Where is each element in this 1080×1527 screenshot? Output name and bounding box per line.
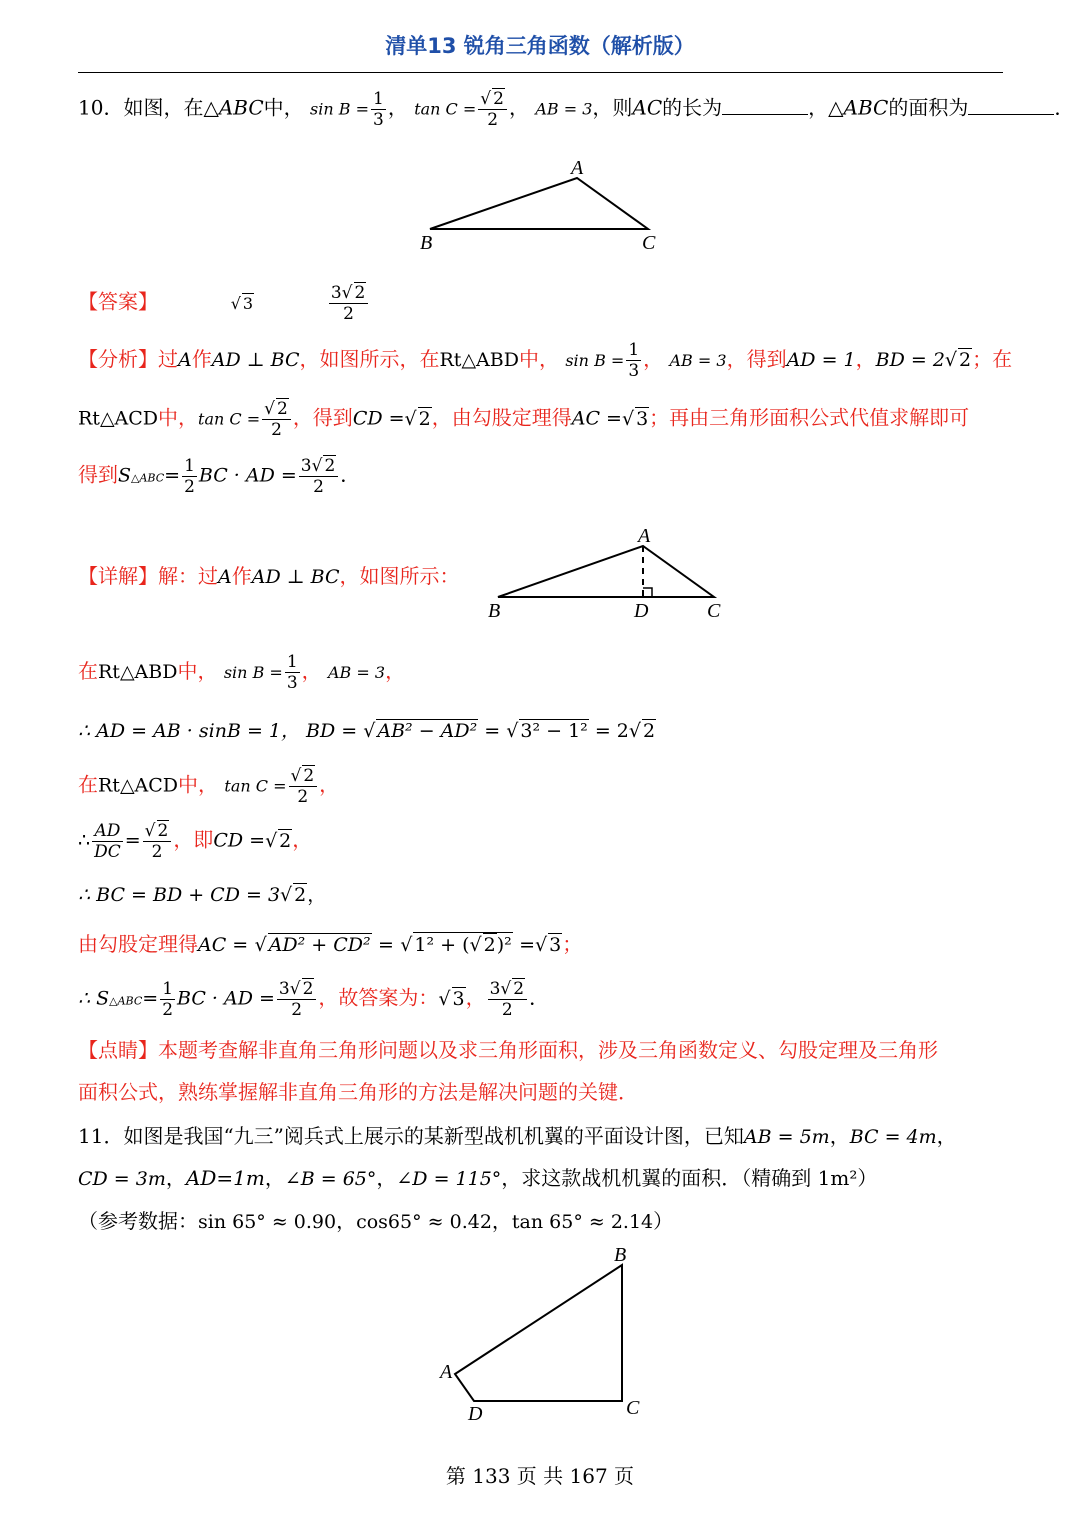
- detail-step-4: ∴ $\frac{AD}{DC}$ = $\frac{√ 2}{2}$ ，即CD =√ 2，: [78, 820, 313, 862]
- answer-block: [78, 282, 370, 324]
- comment-line-2: 面积公式，熟练掌握解非直角三角形的方法是解决问题的关键．: [78, 1080, 638, 1104]
- detail-step-7: ∴ S△ABC= $\frac{1}{2}$ BC · AD = $\frac{3√ 2}{2}$ ，故答案为：√ 3， $\frac{3√ 2}{2}$ ．: [78, 978, 550, 1020]
- page-title: 清单13 锐角三角函数（解析版）: [385, 34, 695, 58]
- q10-tanC: tan C =: [414, 99, 477, 119]
- triangle-figure-1: [420, 157, 656, 254]
- fig1-label-B: B: [420, 232, 433, 254]
- comment-line-1: 【点睛】本题考查解非直角三角形问题以及求三角形面积，涉及三角函数定义、勾股定理及三角形: [78, 1038, 938, 1062]
- q10-AB: AB = 3: [535, 99, 593, 119]
- fig3-label-A: A: [440, 1361, 453, 1383]
- answer-tag: 【答案】: [78, 289, 158, 314]
- fig1-label-C: C: [642, 232, 656, 254]
- analysis-line-1: 【分析】过A作AD ⊥ BC，如图所示，在Rt△ABD中， sin B = $\frac{1}{3}$ ， AB = 3，得到AD = 1，BD = 2√ 2；在: [78, 340, 1013, 381]
- comment-tag: 【点睛】: [78, 1038, 158, 1062]
- analysis-tag: 【分析】: [78, 347, 158, 371]
- answer-1: √ 3: [230, 293, 254, 313]
- q10-tanC-frac: $\frac{√ 2}{2}$: [478, 88, 507, 130]
- q10-sinB: sin B =: [310, 99, 369, 119]
- analysis-line-3: 得到S△ABC= $\frac{1}{2}$ BC · AD = $\frac{3√ 2}{2}$ ．: [78, 455, 361, 497]
- question-11-line-2: CD = 3m，AD=1m，∠B = 65°，∠D = 115°，求这款战机机翼的面积．（精确到 1m²）: [78, 1166, 878, 1190]
- triangle-figure-2: [488, 525, 721, 622]
- question-11-line-3: （参考数据：sin 65° ≈ 0.90，cos65° ≈ 0.42，tan 65° ≈ 2.14）: [78, 1209, 674, 1233]
- fig2-label-D: D: [634, 600, 649, 622]
- analysis-line-2: Rt△ACD中，tan C = $\frac{√ 2}{2}$ ，得到CD =√ 2，由勾股定理得AC =√ 3；再由三角形面积公式代值求解即可: [78, 399, 970, 440]
- fig2-label-B: B: [488, 600, 501, 622]
- answer-2: $\frac{3√ 2}{2}$: [329, 282, 369, 324]
- question-11-line-1: 11．如图是我国“九三”阅兵式上展示的某新型战机机翼的平面设计图，已知AB = 5m，BC = 4m，: [78, 1124, 957, 1148]
- fig3-label-C: C: [626, 1397, 640, 1419]
- fig2-label-C: C: [707, 600, 721, 622]
- detail-intro: 【详解】解：过A作AD ⊥ BC，如图所示：: [78, 564, 460, 588]
- q10-AC: AC: [632, 95, 663, 120]
- detail-step-1: 在Rt△ABD中， sin B = $\frac{1}{3}$ ， AB = 3，: [78, 652, 406, 693]
- detail-step-3: 在Rt△ACD中， tan C = $\frac{√ 2}{2}$ ，: [78, 766, 340, 807]
- fig1-label-A: A: [571, 157, 584, 179]
- fig2-label-A: A: [638, 525, 651, 547]
- wing-figure: [438, 1244, 640, 1425]
- detail-tag: 【详解】: [78, 564, 158, 588]
- q10-text: 如图，在△: [123, 95, 219, 120]
- fig3-label-D: D: [468, 1403, 483, 1425]
- detail-step-5: ∴ BC = BD + CD = 3√ 2，: [78, 884, 327, 906]
- q10-sinB-frac: $\frac{1}{3}$: [373, 88, 384, 130]
- q10-text: 中，: [263, 95, 304, 120]
- detail-step-6: 由勾股定理得AC = √ AD² + CD² = √ 1² + (√ 2)² =√ 3；: [78, 932, 583, 956]
- page-footer: 第 133 页 共 167 页: [445, 1464, 635, 1488]
- fig3-label-B: B: [614, 1244, 627, 1266]
- detail-step-2: ∴ AD = AB · sinB = 1， BD = √ AB² − AD² = √ 3² − 1² = 2√ 2: [78, 720, 656, 742]
- question-10: 10．如图，在△ABC中， sin B = $\frac{1}{3}$ ， tan C = $\frac{√ 2}{2}$ ， AB = 3，则AC的长为 ，△ABC的面积为 ．: [78, 88, 1075, 130]
- q10-number: 10．: [78, 95, 124, 120]
- q10-abc: ABC: [218, 95, 264, 120]
